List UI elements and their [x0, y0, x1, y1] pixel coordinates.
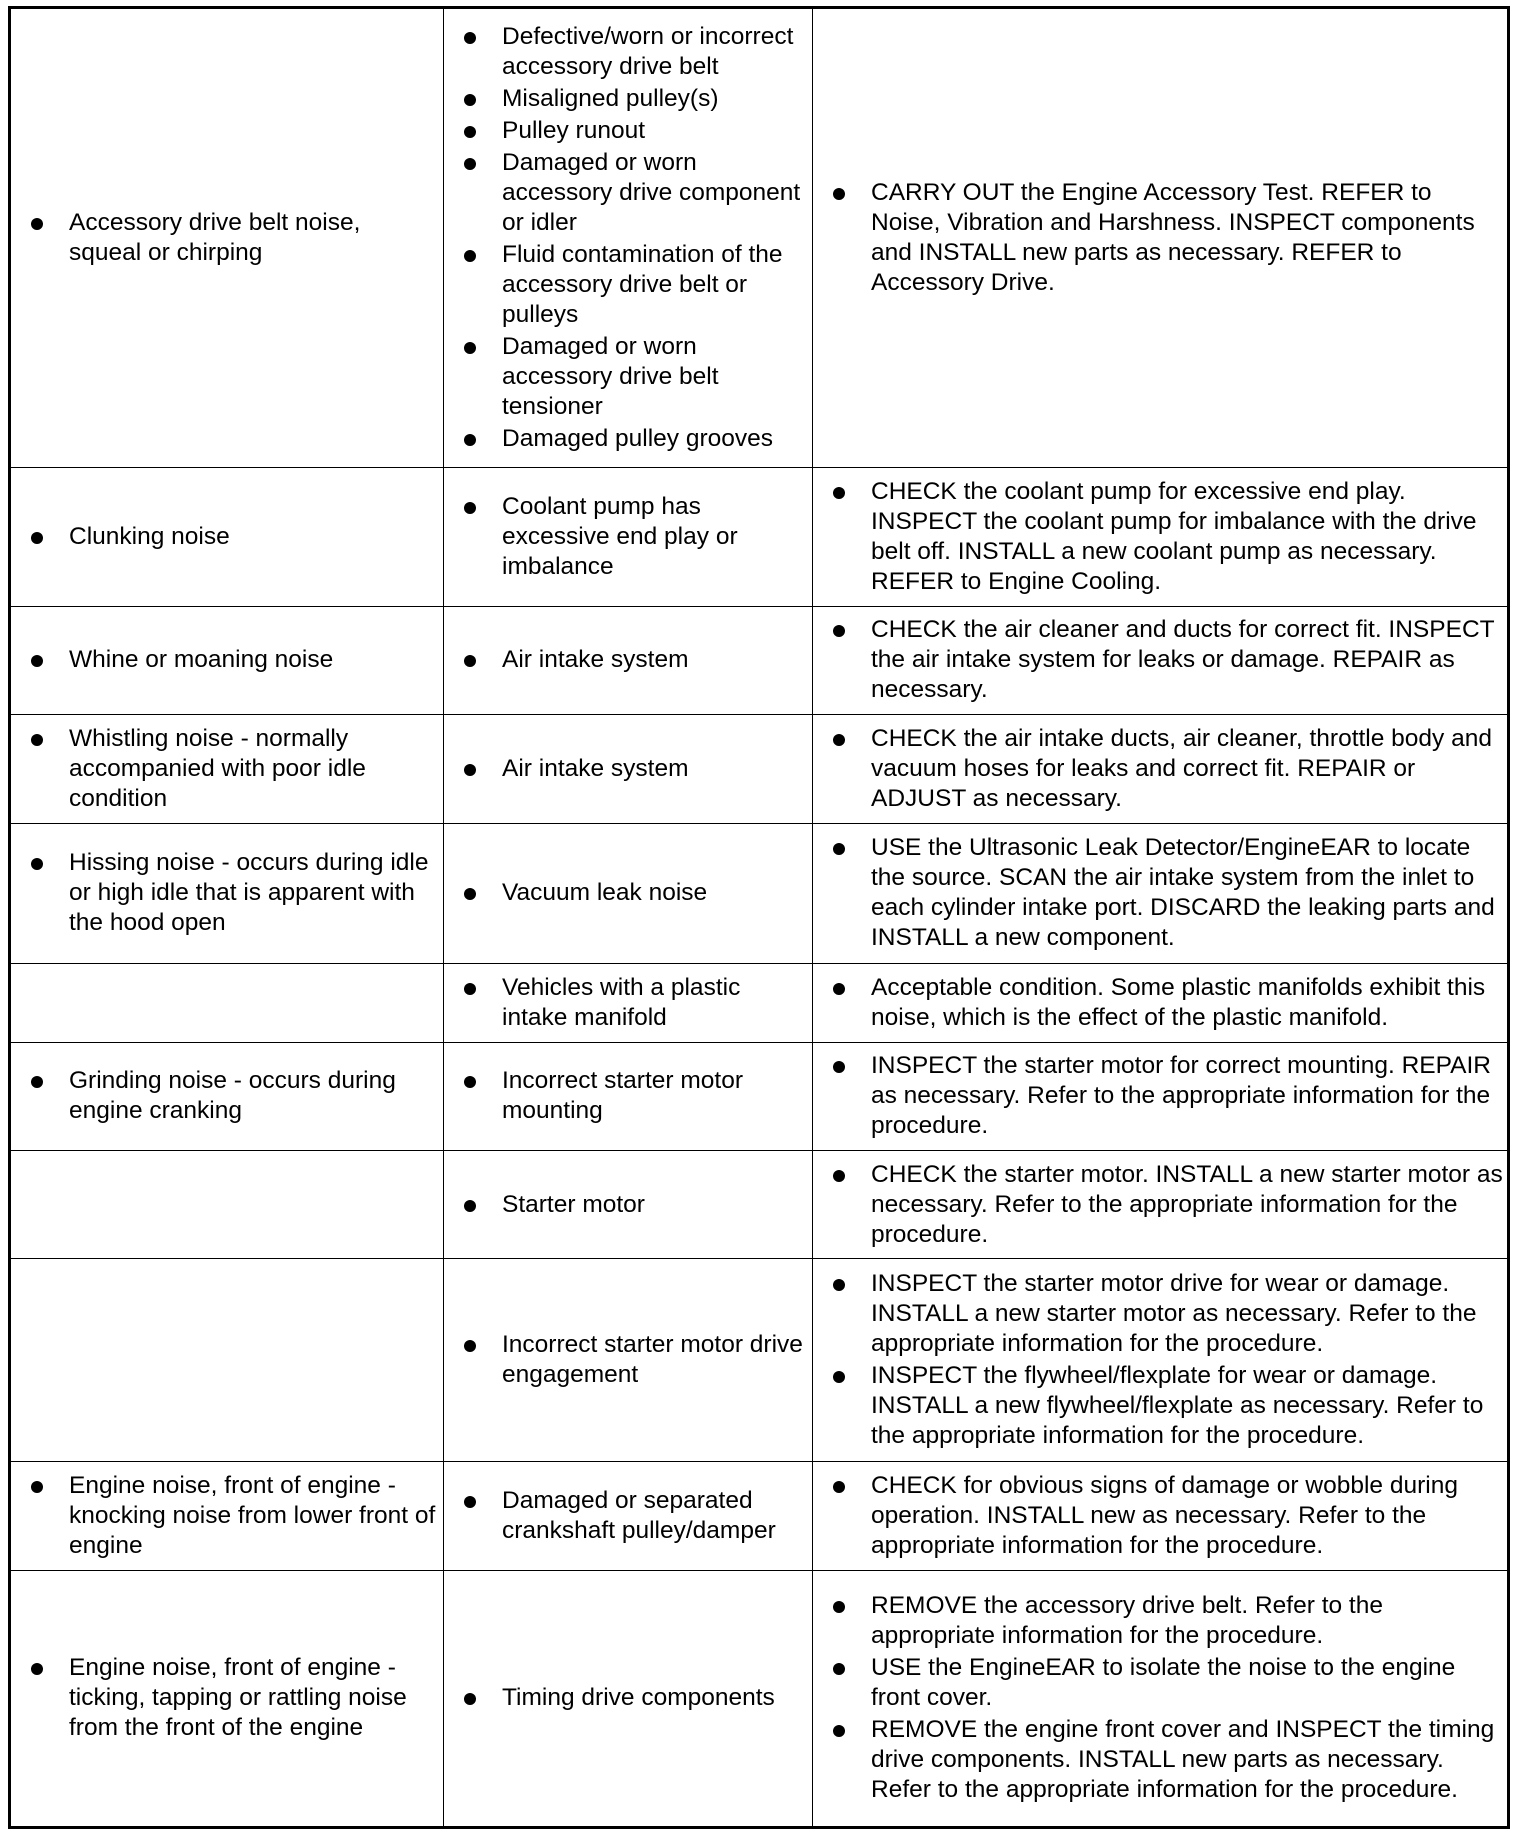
bullet-icon [464, 888, 476, 900]
condition-cell-list [31, 1066, 437, 1126]
bullet-icon [464, 32, 476, 44]
cause-cell-list [464, 1486, 806, 1546]
list-item [833, 615, 1505, 705]
table-body [10, 8, 1509, 1828]
bullet-icon [833, 1481, 845, 1493]
cause-cell [444, 1042, 813, 1150]
table-row [10, 468, 1509, 607]
condition-cell [10, 964, 444, 1042]
cause-item: Vacuum leak noise [502, 879, 708, 907]
list-item [833, 1269, 1505, 1359]
cause-cell [444, 715, 813, 823]
condition-cell [10, 1570, 444, 1827]
action-cell [813, 468, 1509, 607]
list-item [31, 522, 437, 552]
condition-item: Grinding noise - occurs during engine cranking [69, 1067, 396, 1125]
list-item [464, 1486, 806, 1546]
list-item [833, 1051, 1505, 1141]
action-cell-list [833, 178, 1505, 298]
condition-cell [10, 1042, 444, 1150]
condition-cell-list [31, 522, 437, 552]
cause-item: Damaged or separated crankshaft pulley/damper [502, 1487, 776, 1545]
list-item [464, 1330, 806, 1390]
bullet-icon [464, 1496, 476, 1508]
action-cell-list [833, 973, 1505, 1033]
bullet-icon [833, 1601, 845, 1613]
bullet-icon [833, 1170, 845, 1182]
action-cell [813, 8, 1509, 468]
bullet-icon [464, 94, 476, 106]
list-item [464, 1683, 806, 1713]
cause-cell-list [464, 878, 806, 908]
bullet-icon [31, 655, 43, 667]
list-item [31, 724, 437, 814]
list-item [833, 1715, 1505, 1805]
cause-item: Vehicles with a plastic intake manifold [502, 973, 741, 1031]
action-cell-list [833, 1471, 1505, 1561]
cause-item: Defective/worn or incorrect accessory drive belt [502, 23, 794, 80]
cause-item: Incorrect starter motor drive engagement [502, 1331, 803, 1389]
action-cell [813, 1570, 1509, 1827]
action-cell [813, 823, 1509, 964]
action-cell-list [833, 833, 1505, 953]
condition-cell-list [31, 848, 437, 938]
condition-item: Hissing noise - occurs during idle or high idle that is apparent with the hood open [69, 849, 429, 937]
bullet-icon [464, 983, 476, 995]
cause-cell [444, 1150, 813, 1258]
diagnosis-table [8, 6, 1510, 1829]
bullet-icon [464, 342, 476, 354]
condition-item: Whistling noise - normally accompanied with poor idle condition [69, 724, 366, 812]
cause-item: Starter motor [502, 1190, 645, 1218]
cause-cell-list [464, 1190, 806, 1220]
table-row [10, 1570, 1509, 1827]
bullet-icon [833, 734, 845, 746]
condition-item: Engine noise, front of engine - ticking, tapping or rattling noise from the front of the engine [69, 1654, 407, 1742]
bullet-icon [833, 1663, 845, 1675]
cause-cell [444, 823, 813, 964]
cause-cell-list [464, 1330, 806, 1390]
action-cell [813, 1462, 1509, 1570]
cause-item: Coolant pump has excessive end play or imbalance [502, 492, 738, 580]
list-item [833, 1361, 1505, 1451]
bullet-icon [31, 858, 43, 870]
condition-cell [10, 1259, 444, 1462]
action-item: REMOVE the accessory drive belt. Refer to the appropriate information for the procedure. [871, 1592, 1383, 1650]
condition-cell [10, 715, 444, 823]
list-item [464, 1066, 806, 1126]
action-cell [813, 1150, 1509, 1258]
bullet-icon [464, 158, 476, 170]
action-cell-list [833, 1051, 1505, 1141]
action-item: USE the Ultrasonic Leak Detector/EngineEAR to locate the source. SCAN the air intake system from the inlet to each cylinder intake port. DISCARD the leaking parts and INSTALL a new component. [871, 834, 1495, 952]
action-cell [813, 964, 1509, 1042]
bullet-icon [833, 1279, 845, 1291]
condition-cell-list [31, 1471, 437, 1561]
cause-cell-list [464, 1683, 806, 1713]
bullet-icon [31, 1481, 43, 1493]
condition-item: Clunking noise [69, 522, 230, 550]
bullet-icon [833, 983, 845, 995]
bullet-icon [464, 250, 476, 262]
list-item [31, 1066, 437, 1126]
bullet-icon [464, 502, 476, 514]
table-row [10, 964, 1509, 1042]
table-row [10, 1150, 1509, 1258]
cause-item: Damaged or worn accessory drive component or idler [502, 149, 801, 236]
list-item [833, 1653, 1505, 1713]
condition-cell [10, 1462, 444, 1570]
bullet-icon [464, 126, 476, 138]
action-item: USE the EngineEAR to isolate the noise to the engine front cover. [871, 1654, 1456, 1712]
list-item [464, 424, 806, 454]
bullet-icon [833, 1061, 845, 1073]
bullet-icon [833, 625, 845, 637]
list-item [464, 116, 806, 146]
action-item: CHECK the air cleaner and ducts for correct fit. INSPECT the air intake system for leaks or damage. REPAIR as necessary. [871, 616, 1495, 704]
condition-cell [10, 1150, 444, 1258]
bullet-icon [833, 1371, 845, 1383]
table-row [10, 823, 1509, 964]
list-item [833, 178, 1505, 298]
list-item [464, 973, 806, 1033]
list-item [464, 878, 806, 908]
bullet-icon [464, 434, 476, 446]
list-item [464, 645, 806, 675]
cause-item: Timing drive components [502, 1684, 775, 1712]
bullet-icon [833, 1725, 845, 1737]
list-item [31, 1653, 437, 1743]
list-item [31, 1471, 437, 1561]
table-row [10, 606, 1509, 714]
bullet-icon [31, 1663, 43, 1675]
action-item: INSPECT the flywheel/flexplate for wear or damage. INSTALL a new flywheel/flexplate as necessary. Refer to the appropriate information for the procedure. [871, 1362, 1484, 1450]
action-cell [813, 1042, 1509, 1150]
cause-item: Damaged or worn accessory drive belt tensioner [502, 333, 719, 420]
condition-cell [10, 823, 444, 964]
action-item: CHECK the coolant pump for excessive end play. INSPECT the coolant pump for imbalance with the drive belt off. INSTALL a new coolant pump as necessary. REFER to Engine Cooling. [871, 477, 1477, 595]
bullet-icon [464, 1200, 476, 1212]
condition-cell-list [31, 1653, 437, 1743]
list-item [833, 833, 1505, 953]
bullet-icon [464, 1076, 476, 1088]
cause-cell-list [464, 492, 806, 582]
list-item [833, 477, 1505, 597]
list-item [833, 973, 1505, 1033]
list-item [833, 1591, 1505, 1651]
cause-cell [444, 606, 813, 714]
list-item [464, 22, 806, 82]
list-item [464, 84, 806, 114]
list-item [833, 724, 1505, 814]
list-item [464, 240, 806, 330]
action-cell-list [833, 1269, 1505, 1451]
condition-cell [10, 468, 444, 607]
cause-cell [444, 1462, 813, 1570]
table-row [10, 8, 1509, 468]
action-cell [813, 715, 1509, 823]
action-cell [813, 606, 1509, 714]
table-row [10, 1462, 1509, 1570]
bullet-icon [833, 487, 845, 499]
condition-cell-list [31, 724, 437, 814]
action-item: Acceptable condition. Some plastic manifolds exhibit this noise, which is the effect of the plastic manifold. [871, 973, 1486, 1031]
list-item [464, 148, 806, 238]
cause-item: Fluid contamination of the accessory drive belt or pulleys [502, 241, 783, 328]
cause-cell [444, 1259, 813, 1462]
list-item [833, 1160, 1505, 1250]
action-item: CARRY OUT the Engine Accessory Test. REFER to Noise, Vibration and Harshness. INSPECT components and INSTALL new parts as necessary. REFER to Accessory Drive. [871, 179, 1475, 296]
bullet-icon [31, 734, 43, 746]
cause-cell-list [464, 22, 806, 454]
bullet-icon [31, 532, 43, 544]
action-cell-list [833, 1591, 1505, 1805]
action-cell-list [833, 615, 1505, 705]
cause-item: Air intake system [502, 646, 689, 674]
cause-cell [444, 964, 813, 1042]
cause-cell [444, 8, 813, 468]
table-row [10, 1042, 1509, 1150]
condition-cell [10, 8, 444, 468]
condition-cell [10, 606, 444, 714]
bullet-icon [464, 655, 476, 667]
list-item [31, 208, 437, 268]
action-item: REMOVE the engine front cover and INSPECT the timing drive components. INSTALL new parts as necessary. Refer to the appropriate information for the procedure. [871, 1716, 1495, 1804]
list-item [464, 754, 806, 784]
bullet-icon [31, 1076, 43, 1088]
list-item [31, 848, 437, 938]
cause-cell-list [464, 1066, 806, 1126]
table-row [10, 715, 1509, 823]
list-item [833, 1471, 1505, 1561]
bullet-icon [464, 1693, 476, 1705]
action-item: INSPECT the starter motor for correct mounting. REPAIR as necessary. Refer to the appropriate information for the procedure. [871, 1052, 1491, 1140]
cause-item: Damaged pulley grooves [502, 425, 774, 452]
cause-item: Air intake system [502, 754, 689, 782]
action-cell [813, 1259, 1509, 1462]
list-item [31, 645, 437, 675]
action-item: CHECK the air intake ducts, air cleaner, throttle body and vacuum hoses for leaks and correct fit. REPAIR or ADJUST as necessary. [871, 724, 1492, 812]
cause-cell [444, 468, 813, 607]
condition-item: Whine or moaning noise [69, 646, 334, 674]
cause-cell [444, 1570, 813, 1827]
action-item: CHECK the starter motor. INSTALL a new starter motor as necessary. Refer to the appropriate information for the procedure. [871, 1160, 1503, 1248]
condition-cell-list [31, 645, 437, 675]
condition-cell-list [31, 208, 437, 268]
bullet-icon [31, 218, 43, 230]
list-item [464, 492, 806, 582]
bullet-icon [464, 764, 476, 776]
cause-cell-list [464, 754, 806, 784]
action-cell-list [833, 477, 1505, 597]
action-item: INSPECT the starter motor drive for wear or damage. INSTALL a new starter motor as necessary. Refer to the appropriate information for the procedure. [871, 1270, 1477, 1358]
bullet-icon [833, 188, 845, 200]
table-row [10, 1259, 1509, 1462]
cause-item: Misaligned pulley(s) [502, 85, 719, 112]
cause-item: Incorrect starter motor mounting [502, 1067, 743, 1125]
action-item: CHECK for obvious signs of damage or wobble during operation. INSTALL new as necessary. Refer to the appropriate information for the procedure. [871, 1472, 1458, 1560]
bullet-icon [464, 1340, 476, 1352]
condition-item: Engine noise, front of engine - knocking noise from lower front of engine [69, 1472, 436, 1560]
list-item [464, 1190, 806, 1220]
condition-item: Accessory drive belt noise, squeal or chirping [69, 209, 361, 266]
action-cell-list [833, 724, 1505, 814]
list-item [464, 332, 806, 422]
cause-item: Pulley runout [502, 117, 646, 144]
cause-cell-list [464, 973, 806, 1033]
bullet-icon [833, 843, 845, 855]
action-cell-list [833, 1160, 1505, 1250]
cause-cell-list [464, 645, 806, 675]
